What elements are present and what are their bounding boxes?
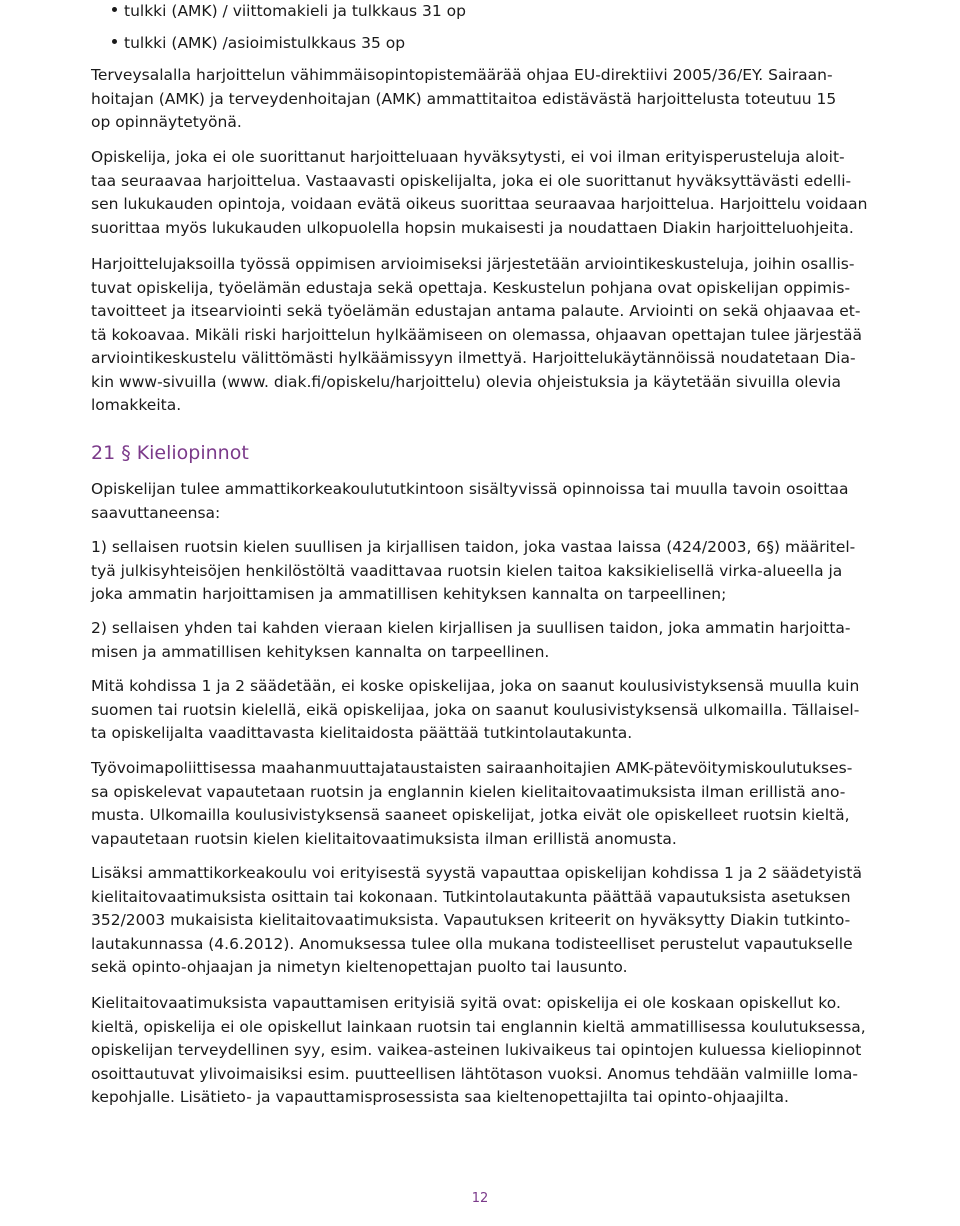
text-line: Lisäksi ammattikorkeakoulu voi erityisestä syystä vapauttaa opiskelijan kohdissa 1 ja 2 säädetyistä bbox=[91, 864, 862, 882]
section-symbol: § bbox=[121, 442, 131, 464]
bullet-dot-icon bbox=[112, 39, 117, 44]
bullet-dot-icon bbox=[112, 7, 117, 12]
text-line: tä kokoavaa. Mikäli riski harjoittelun hylkäämiseen on olemassa, ohjaavan opettajan tulee järjestää bbox=[91, 325, 863, 344]
text-line: 1) sellaisen ruotsin kielen suullisen ja kirjallisen taidon, joka vastaa laissa (424/2003, 6§) määritel- bbox=[91, 538, 856, 556]
section-title: Kieliopinnot bbox=[136, 442, 249, 464]
text-line: op opinnäytetyönä. bbox=[91, 113, 242, 131]
text-line: suorittaa myös lukukauden ulkopuolella hopsin mukaisesti ja noudattaen Diakin harjoitteluohjeita. bbox=[91, 218, 854, 237]
section-heading bbox=[91, 442, 249, 464]
text-line: tyä julkisyhteisöjen henkilöstöltä vaadittavaa ruotsin kielen taitoa kaksikielisellä virka-alueella ja bbox=[91, 561, 843, 580]
text-line: osoittautuvat ylivoimaisiksi esim. puutteellisen lähtötason vuoksi. Anomus tehdään valmiille loma- bbox=[91, 1064, 858, 1083]
bullet-text: tulkki (AMK) /asioimistulkkaus 35 op bbox=[124, 34, 406, 52]
text-line: sekä opinto-ohjaajan ja nimetyn kieltenopettajan puolto tai lausunto. bbox=[91, 958, 628, 976]
text-line: Työvoimapoliittisessa maahanmuuttajataustaisten sairaanhoitajien AMK-pätevöitymiskoulutukses- bbox=[91, 759, 853, 777]
text-line: Harjoittelujaksoilla työssä oppimisen arvioimiseksi järjestetään arviointikeskusteluja, joihin osallis- bbox=[91, 255, 855, 273]
bullet-text: tulkki (AMK) / viittomakieli ja tulkkaus 31 op bbox=[124, 2, 466, 20]
text-line: kieltä, opiskelija ei ole opiskellut lainkaan ruotsin tai englannin kieltä ammatillisessa koulutuksessa, bbox=[91, 1017, 866, 1036]
text-line: lomakkeita. bbox=[91, 396, 182, 414]
text-line: taa seuraavaa harjoittelua. Vastaavasti opiskelijalta, joka ei ole suorittanut hyväksyttävästi edelli- bbox=[91, 171, 852, 190]
text-line: musta. Ulkomailla koulusivistyksensä saaneet opiskelijat, jotka eivät ole opiskelleet ruotsin kieltä, bbox=[91, 806, 850, 824]
text-line: 2) sellaisen yhden tai kahden vieraan kielen kirjallisen ja suullisen taidon, joka ammatin harjoitta- bbox=[91, 619, 851, 637]
paragraph-3 bbox=[91, 253, 871, 418]
paragraph-2 bbox=[91, 146, 871, 240]
text-line: joka ammatin harjoittamisen ja ammatillisen kehityksen kannalta on tarpeellinen; bbox=[91, 585, 727, 603]
text-line: lautakunnassa (4.6.2012). Anomuksessa tulee olla mukana todisteelliset perustelut vapautukselle bbox=[91, 934, 853, 953]
text-line: Opiskelija, joka ei ole suorittanut harjoitteluaan hyväksytysti, ei voi ilman erityisperusteluja aloit- bbox=[91, 148, 845, 166]
text-line: vapautetaan ruotsin kielen kielitaitovaatimuksista ilman erillistä anomusta. bbox=[91, 829, 677, 848]
text-line: opiskelijan terveydellinen syy, esim. vaikea-asteinen lukivaikeus tai opintojen kuluessa kieliopinnot bbox=[91, 1041, 862, 1059]
bullet-item-1 bbox=[112, 0, 466, 22]
text-line: ta opiskelijalta vaadittavasta kielitaidosta päättää tutkintolautakunta. bbox=[91, 724, 633, 742]
text-line: tuvat opiskelija, työelämän edustaja sekä opettaja. Keskustelun pohjana ovat opiskelijan oppimis- bbox=[91, 278, 851, 297]
text-line: suomen tai ruotsin kielellä, eikä opiskelijaa, joka on saanut koulusivistyksensä ulkomailla. Tällaisel- bbox=[91, 700, 860, 719]
text-line: kielitaitovaatimuksista osittain tai kokonaan. Tutkintolautakunta päättää vapautuksista asetuksen bbox=[91, 887, 851, 906]
page-number: 12 bbox=[471, 1191, 489, 1206]
paragraph-8 bbox=[91, 757, 871, 851]
paragraph-9 bbox=[91, 862, 871, 980]
paragraph-6 bbox=[91, 617, 871, 664]
text-line: tavoitteet ja itsearviointi sekä työelämän edustajan antama palaute. Arviointi on sekä ohjaavaa et- bbox=[91, 302, 861, 320]
paragraph-7 bbox=[91, 675, 871, 746]
paragraph-10 bbox=[91, 992, 871, 1110]
text-line: kepohjalle. Lisätieto- ja vapauttamisprosessista saa kieltenopettajilta tai opinto-ohjaajilta. bbox=[91, 1088, 789, 1106]
text-line: Opiskelijan tulee ammattikorkeakoulututkintoon sisältyvissä opinnoissa tai muulla tavoin osoittaa bbox=[91, 480, 849, 498]
text-line: Terveysalalla harjoittelun vähimmäisopintopistemäärää ohjaa EU-direktiivi 2005/36/EY. Sairaan- bbox=[91, 66, 833, 84]
text-line: 352/2003 mukaisista kielitaitovaatimuksista. Vapautuksen kriteerit on hyväksytty Diakin tutkinto- bbox=[91, 911, 851, 929]
text-line: kin www-sivuilla (www. diak.fi/opiskelu/harjoittelu) olevia ohjeistuksia ja käytetään sivuilla olevia bbox=[91, 372, 842, 391]
text-line: misen ja ammatillisen kehityksen kannalta on tarpeellinen. bbox=[91, 642, 550, 661]
paragraph-5 bbox=[91, 536, 871, 607]
text-line: Kielitaitovaatimuksista vapauttamisen erityisiä syitä ovat: opiskelija ei ole koskaan opiskellut ko. bbox=[91, 994, 841, 1012]
section-number: 21 bbox=[91, 442, 116, 464]
text-line: sa opiskelevat vapautetaan ruotsin ja englannin kielen kielitaitovaatimuksista ilman erillistä ano- bbox=[91, 782, 846, 801]
text-line: Mitä kohdissa 1 ja 2 säädetään, ei koske opiskelijaa, joka on saanut koulusivistyksensä muulla kuin bbox=[91, 677, 860, 695]
paragraph-4 bbox=[91, 478, 871, 525]
paragraph-1 bbox=[91, 64, 871, 135]
text-line: arviointikeskustelu välittömästi hylkäämissyyn ilmettyä. Harjoittelukäytännöissä noudatetaan Dia- bbox=[91, 349, 856, 367]
text-line: saavuttaneensa: bbox=[91, 503, 221, 522]
text-line: sen lukukauden opintoja, voidaan evätä oikeus suorittaa seuraavaa harjoittelua. Harjoittelu voidaan bbox=[91, 195, 868, 213]
text-line: hoitajan (AMK) ja terveydenhoitajan (AMK) ammattitaitoa edistävästä harjoittelusta toteutuu 15 bbox=[91, 89, 837, 108]
bullet-item-2 bbox=[112, 32, 405, 54]
